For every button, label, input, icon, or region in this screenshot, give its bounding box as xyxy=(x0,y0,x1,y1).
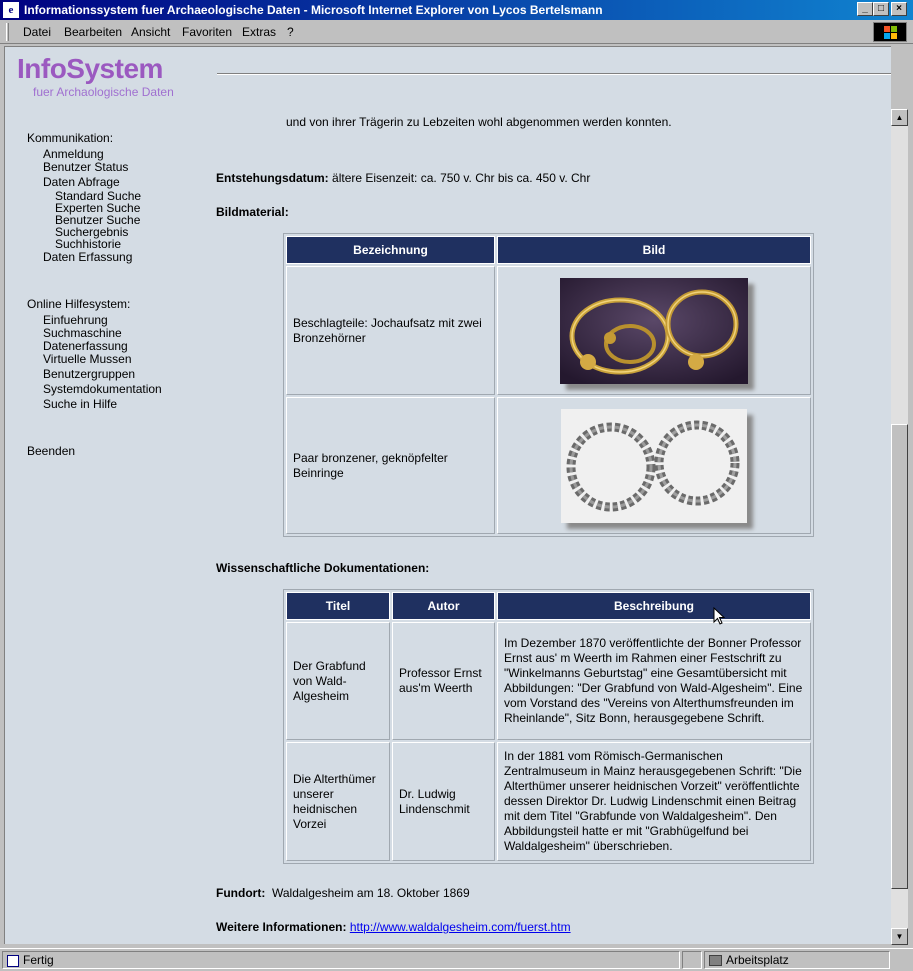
entstehung-value: ältere Eisenzeit: ca. 750 v. Chr bis ca. 450 v. Chr xyxy=(332,171,591,185)
cursor-arrow-icon xyxy=(713,607,725,625)
nav-item-daten-erfassung[interactable]: Daten Erfassung xyxy=(43,250,133,264)
infosystem-logo xyxy=(17,53,174,99)
bild-cell xyxy=(497,397,811,534)
nav-item-datenerfassung[interactable]: Datenerfassung xyxy=(43,339,128,353)
mouse-cursor-icon xyxy=(713,607,723,623)
weitere-link[interactable]: http://www.waldalgesheim.com/fuerst.htm xyxy=(349,920,571,934)
description-text-end: und von ihrer Trägerin zu Lebzeiten wohl abgenommen werden konnten. xyxy=(286,115,672,129)
vertical-scrollbar[interactable] xyxy=(891,109,908,945)
menu-favoriten[interactable]: Favoriten xyxy=(182,25,233,39)
nav-item-experten-suche[interactable]: Experten Suche xyxy=(55,201,141,215)
bezeichnung-cell: Beschlagteile: Jochaufsatz mit zwei Bronzehörner xyxy=(286,266,495,395)
doku-label: Wissenschaftliche Dokumentationen: xyxy=(216,561,430,575)
status-panel-empty xyxy=(682,951,702,969)
logo-subtitle: fuer Archaologische Daten xyxy=(33,85,174,99)
status-text: Fertig xyxy=(23,953,54,967)
leg-rings-picture xyxy=(561,409,747,523)
nav-item-beenden[interactable]: Beenden xyxy=(27,444,76,458)
bronze-leg-rings-image xyxy=(561,409,747,523)
page-icon xyxy=(7,955,19,967)
bronze-yoke-image xyxy=(560,278,748,384)
table-row xyxy=(286,397,811,534)
dokumentation-table xyxy=(283,589,814,864)
nav-heading-kommunikation: Kommunikation: xyxy=(27,131,114,145)
col-header-bezeichnung: Bezeichnung xyxy=(286,236,495,264)
bronze-torc-picture xyxy=(560,278,748,384)
col-header-autor: Autor xyxy=(392,592,495,620)
nav-item-einfuehrung[interactable]: Einfuehrung xyxy=(43,313,108,327)
toolbar-grip[interactable] xyxy=(6,23,9,41)
table-row xyxy=(286,622,811,740)
nav-item-suche-in-hilfe[interactable]: Suche in Hilfe xyxy=(43,397,118,411)
titel-cell: Der Grabfund von Wald-Algesheim xyxy=(286,622,390,740)
menu-extras[interactable]: Extras xyxy=(242,25,277,39)
beschreibung-cell: Im Dezember 1870 veröffentlichte der Bonner Professor Ernst aus' m Weerth im Rahmen einer Festschrift zu "Winkelmanns Geburtstag" eine Gesamtübersicht mit Abbildungen: "Der Grabfund von Wald-Algesheim". Eine vom Vorstand des "Vereins von Alterthumsfreunden im Rheinlande", Sitz Bonn, herausgegebene Schrift. xyxy=(497,622,811,740)
zone-text: Arbeitsplatz xyxy=(726,953,789,967)
nav-item-anmeldung[interactable]: Anmeldung xyxy=(43,147,104,161)
header-divider xyxy=(217,73,891,75)
nav-item-virtuelle-mussen[interactable]: Virtuelle Mussen xyxy=(43,352,132,366)
menu-datei[interactable]: Datei xyxy=(23,25,52,39)
menu-help[interactable]: ? xyxy=(287,25,294,39)
logo-title: InfoSystem xyxy=(17,53,163,84)
col-header-beschreibung: Beschreibung xyxy=(497,592,811,620)
entstehung-label: Entstehungsdatum: xyxy=(216,171,329,185)
scroll-up-arrow-icon[interactable]: ▲ xyxy=(891,109,908,126)
nav-item-suchhistorie[interactable]: Suchhistorie xyxy=(55,237,122,251)
menu-bearbeiten[interactable]: Bearbeiten xyxy=(64,25,123,39)
weitere-label: Weitere Informationen: xyxy=(216,920,347,934)
nav-item-standard-suche[interactable]: Standard Suche xyxy=(55,189,142,203)
fundort-label: Fundort: xyxy=(216,886,266,900)
autor-cell: Dr. Ludwig Lindenschmit xyxy=(392,742,495,861)
scroll-down-arrow-icon[interactable]: ▼ xyxy=(891,928,908,945)
status-bar xyxy=(0,948,913,970)
fundort xyxy=(216,886,470,900)
table-row xyxy=(286,742,811,861)
menu-ansicht[interactable]: Ansicht xyxy=(131,25,171,39)
col-header-bild: Bild xyxy=(497,236,811,264)
nav-item-suchergebnis[interactable]: Suchergebnis xyxy=(55,225,129,239)
nav-item-benutzergruppen[interactable]: Benutzergruppen xyxy=(43,367,136,381)
nav-item-daten-abfrage[interactable]: Daten Abfrage xyxy=(43,175,120,189)
autor-cell: Professor Ernst aus'm Weerth xyxy=(392,622,495,740)
menu-bar xyxy=(0,20,913,44)
windows-logo-icon xyxy=(873,22,907,42)
minimize-button[interactable]: _ xyxy=(857,2,873,16)
beschreibung-cell: In der 1881 vom Römisch-Germanischen Zentralmuseum in Mainz herausgegebenen Schrift: "Die Alterthümer unserer heidnischen Vorzeit" veröffentlichte dessen Direktor Dr. Ludwig Lindenschmit einen Beitrag mit dem Titel "Grabfunde von Waldalgesheim". Den Abbildungsteil hatte er mit "Grabhügelfund bei Waldalgesheim" überschrieben. xyxy=(497,742,811,861)
weitere-informationen xyxy=(216,920,571,934)
table-header-row xyxy=(286,236,811,264)
nav-item-systemdokumentation[interactable]: Systemdokumentation xyxy=(43,382,162,396)
ie-icon: e xyxy=(3,2,19,18)
fundort-value: Waldalgesheim am 18. Oktober 1869 xyxy=(271,886,470,900)
col-header-titel: Titel xyxy=(286,592,390,620)
scroll-thumb[interactable] xyxy=(891,424,908,889)
nav-item-suchmaschine[interactable]: Suchmaschine xyxy=(43,326,122,340)
close-button[interactable]: × xyxy=(891,2,907,16)
status-panel-main xyxy=(2,951,680,969)
nav-item-benutzer-suche[interactable]: Benutzer Suche xyxy=(55,213,141,227)
maximize-button[interactable]: □ xyxy=(873,2,889,16)
bildmaterial-table xyxy=(283,233,814,537)
bezeichnung-cell: Paar bronzener, geknöpfelter Beinringe xyxy=(286,397,495,534)
entstehungsdatum xyxy=(216,171,590,185)
browser-viewport xyxy=(4,46,891,944)
titel-cell: Die Alterthümer unserer heidnischen Vorzei xyxy=(286,742,390,861)
table-row xyxy=(286,266,811,395)
title-bar xyxy=(0,0,913,20)
computer-icon xyxy=(709,955,722,966)
bildmaterial-label: Bildmaterial: xyxy=(216,205,289,219)
table-header-row xyxy=(286,592,811,620)
bild-cell xyxy=(497,266,811,395)
nav-item-benutzer-status[interactable]: Benutzer Status xyxy=(43,160,129,174)
window-title: Informationssystem fuer Archaeologische Daten - Microsoft Internet Explorer von Lycos Bertelsmann xyxy=(24,3,603,17)
nav-heading-hilfe: Online Hilfesystem: xyxy=(27,297,131,311)
status-panel-zone xyxy=(704,951,890,969)
